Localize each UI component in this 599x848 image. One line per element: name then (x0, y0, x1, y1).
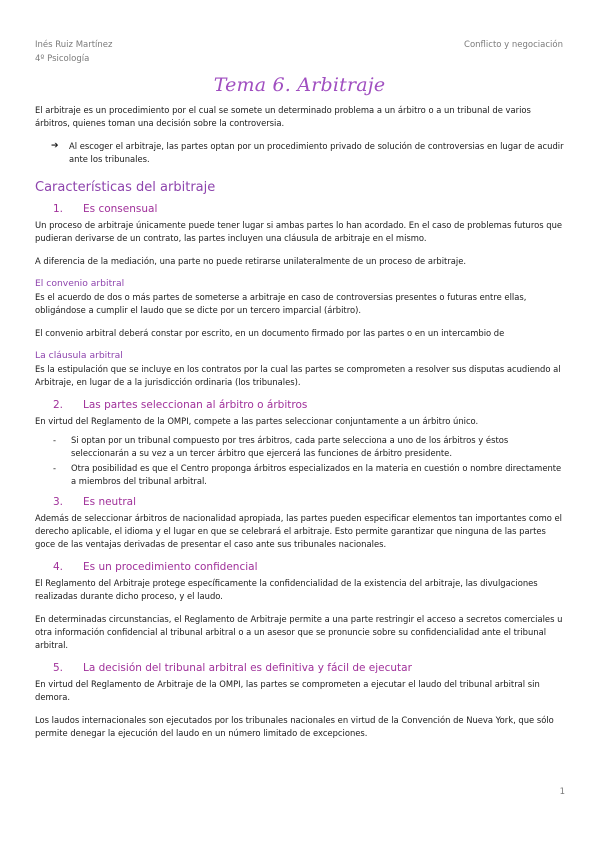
subsection-title: La decisión del tribunal arbitral es definitiva y fácil de ejecutar (83, 662, 412, 674)
paragraph: Es la estipulación que se incluye en los contratos por la cual las partes se comprometen a resolver sus disputas acudiendo al Arbitraje, en lugar de a la jurisdicción ordinaria (los tribunales). (35, 364, 561, 387)
subsection-number: 1. (53, 203, 64, 215)
subject-name: Conflicto y negociación (464, 40, 563, 50)
paragraph: En virtud del Reglamento de Arbitraje de la OMPI, las partes se comprometen a ejecutar el laudo del tribunal arbitral sin demora. (35, 679, 540, 702)
subsection-title: Es neutral (83, 496, 136, 508)
subsection-number: 4. (53, 561, 64, 573)
paragraph: Un proceso de arbitraje únicamente puede tener lugar si ambas partes lo han acordado. En el caso de problemas futuros que pudieran derivarse de un contrato, las partes incluyen una cláusula de arbitraje en el mismo. (35, 220, 563, 243)
arrow-right-icon: ➔ (51, 141, 59, 151)
page-header-left (35, 38, 113, 66)
section-heading: Características del arbitraje (35, 180, 216, 195)
list-item: - Otra posibilidad es que el Centro proponga árbitros especializados en la materia en cuestión o nombre directamente a miembros del tribunal arbitral. (53, 462, 565, 488)
subsection-number: 2. (53, 399, 64, 411)
paragraph: El convenio arbitral deberá constar por escrito, en un documento firmado por las partes o en un intercambio de (35, 328, 505, 338)
minor-heading: El convenio arbitral (35, 278, 125, 289)
subsection-title: Las partes seleccionan al árbitro o árbitros (83, 399, 308, 411)
list-item-text: Si optan por un tribunal compuesto por tres árbitros, cada parte selecciona a uno de los árbitros y éstos seleccionarán a su vez a un tercer árbitro que ejercerá las funciones de árbitro presidente. (71, 435, 509, 458)
author-name: Inés Ruiz Martínez (35, 40, 113, 50)
subsection-heading-4 (35, 561, 565, 573)
intro-arrow-item (51, 140, 565, 166)
document-body (35, 104, 565, 750)
subsection-title: Es consensual (83, 203, 158, 215)
subsection-title: Es un procedimiento confidencial (83, 561, 258, 573)
paragraph: A diferencia de la mediación, una parte no puede retirarse unilateralmente de un proceso de arbitraje. (35, 256, 467, 266)
subsection-heading-3 (35, 496, 565, 508)
subsection-heading-5 (35, 662, 565, 674)
paragraph: En virtud del Reglamento de la OMPI, compete a las partes seleccionar conjuntamente a un árbitro único. (35, 416, 479, 426)
course-name: 4º Psicología (35, 54, 90, 64)
paragraph: Además de seleccionar árbitros de nacionalidad apropiada, las partes pueden especificar elementos tan importantes como el derecho aplicable, el idioma y el lugar en que se celebrará el arbitraje. Esto permite garantizar que ninguna de las partes goce de las ventajas derivadas de presentar el caso ante sus tribunales nacionales. (35, 513, 562, 549)
arrow-item-text: Al escoger el arbitraje, las partes optan por un procedimiento privado de solución de controversias en lugar de acudir ante los tribunales. (69, 141, 564, 164)
list-item-text: Otra posibilidad es que el Centro proponga árbitros especializados en la materia en cuestión o nombre directamente a miembros del tribunal arbitral. (71, 463, 562, 486)
subsection-number: 3. (53, 496, 64, 508)
minor-heading: La cláusula arbitral (35, 350, 123, 361)
list-item: - Si optan por un tribunal compuesto por tres árbitros, cada parte selecciona a uno de los árbitros y éstos seleccionarán a su vez a un tercer árbitro que ejercerá las funciones de árbitro presidente. (53, 434, 565, 460)
paragraph: Los laudos internacionales son ejecutados por los tribunales nacionales en virtud de la Convención de Nueva York, que sólo permite denegar la ejecución del laudo en un número limitado de excepciones. (35, 715, 554, 738)
paragraph: En determinadas circunstancias, el Reglamento de Arbitraje permite a una parte restringir el acceso a secretos comerciales u otra información confidencial al tribunal arbitral o a un asesor que se pronuncie sobre su confidencialidad ante el tribunal arbitral. (35, 614, 563, 650)
page-number: 1 (559, 787, 565, 797)
subsection-heading-1 (35, 203, 565, 215)
dash-list (53, 434, 565, 488)
subsection-number: 5. (53, 662, 64, 674)
paragraph: Es el acuerdo de dos o más partes de someterse a arbitraje en caso de controversias presentes o futuras entre ellas, obligándose a cumplir el laudo que se dicte por un tercero imparcial (árbitro). (35, 292, 527, 315)
document-title: Tema 6. Arbitraje (213, 74, 386, 96)
intro-paragraph: El arbitraje es un procedimiento por el cual se somete un determinado problema a un árbitro o a un tribunal de varios árbitros, quienes toman una decisión sobre la controversia. (35, 105, 531, 128)
paragraph: El Reglamento del Arbitraje protege específicamente la confidencialidad de la existencia del arbitraje, las divulgaciones realizadas durante dicho proceso, y el laudo. (35, 578, 538, 601)
subsection-heading-2 (35, 399, 565, 411)
